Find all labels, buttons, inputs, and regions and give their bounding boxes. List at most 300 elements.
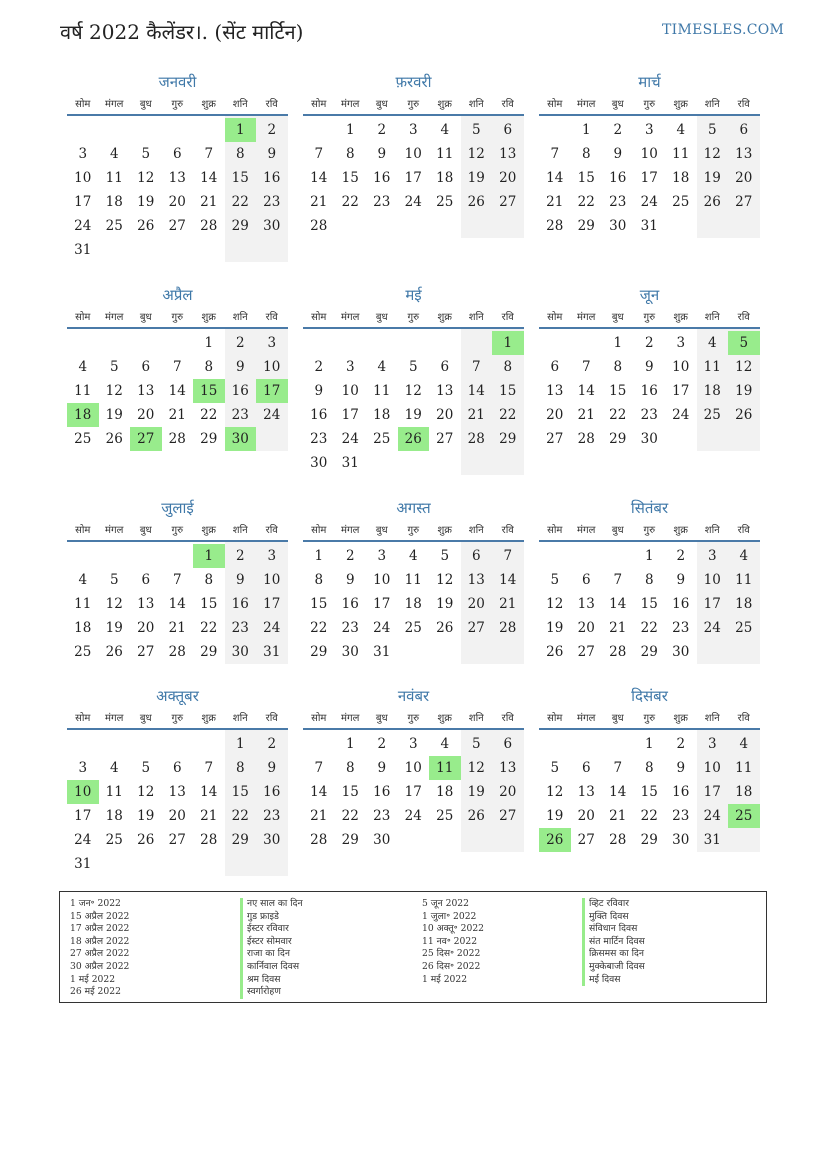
calendar-day[interactable]: 8 bbox=[644, 572, 654, 588]
calendar-day[interactable]: 8 bbox=[345, 760, 355, 776]
calendar-day[interactable]: 3 bbox=[644, 122, 654, 138]
calendar-day[interactable]: 22 bbox=[231, 808, 249, 824]
calendar-day[interactable]: 13 bbox=[499, 760, 517, 776]
calendar-day[interactable]: 23 bbox=[310, 431, 328, 447]
calendar-day[interactable]: 11 bbox=[735, 760, 753, 776]
calendar-day[interactable]: 31 bbox=[703, 832, 721, 848]
calendar-day[interactable]: 3 bbox=[676, 335, 686, 351]
calendar-day[interactable]: 28 bbox=[200, 832, 218, 848]
calendar-day[interactable]: 23 bbox=[672, 620, 690, 636]
calendar-day[interactable]: 19 bbox=[703, 170, 721, 186]
calendar-day[interactable]: 30 bbox=[263, 832, 281, 848]
calendar-day[interactable]: 24 bbox=[672, 407, 690, 423]
calendar-day[interactable]: 1 bbox=[345, 122, 355, 138]
calendar-day[interactable]: 20 bbox=[168, 808, 186, 824]
calendar-day[interactable]: 17 bbox=[672, 383, 690, 399]
calendar-day[interactable]: 10 bbox=[263, 572, 281, 588]
calendar-day[interactable]: 15 bbox=[231, 784, 249, 800]
calendar-day[interactable]: 21 bbox=[200, 194, 218, 210]
calendar-day[interactable]: 14 bbox=[577, 383, 595, 399]
calendar-day[interactable]: 22 bbox=[341, 808, 359, 824]
calendar-day[interactable]: 21 bbox=[467, 407, 485, 423]
calendar-day[interactable]: 27 bbox=[577, 644, 595, 660]
holiday-day[interactable]: 1 bbox=[193, 544, 225, 568]
calendar-day[interactable]: 12 bbox=[546, 784, 564, 800]
holiday-day[interactable]: 26 bbox=[398, 427, 430, 451]
calendar-day[interactable]: 27 bbox=[735, 194, 753, 210]
calendar-day[interactable]: 23 bbox=[231, 620, 249, 636]
calendar-day[interactable]: 16 bbox=[672, 596, 690, 612]
calendar-day[interactable]: 9 bbox=[676, 760, 686, 776]
calendar-day[interactable]: 18 bbox=[735, 784, 753, 800]
calendar-day[interactable]: 14 bbox=[168, 383, 186, 399]
calendar-day[interactable]: 25 bbox=[74, 431, 92, 447]
calendar-day[interactable]: 16 bbox=[609, 170, 627, 186]
calendar-day[interactable]: 12 bbox=[105, 596, 123, 612]
calendar-day[interactable]: 2 bbox=[267, 122, 277, 138]
calendar-day[interactable]: 15 bbox=[640, 596, 658, 612]
calendar-day[interactable]: 7 bbox=[471, 359, 481, 375]
holiday-day[interactable]: 1 bbox=[225, 118, 257, 142]
calendar-day[interactable]: 30 bbox=[373, 832, 391, 848]
calendar-day[interactable]: 15 bbox=[341, 784, 359, 800]
calendar-day[interactable]: 16 bbox=[672, 784, 690, 800]
calendar-day[interactable]: 8 bbox=[235, 146, 245, 162]
calendar-day[interactable]: 14 bbox=[499, 572, 517, 588]
calendar-day[interactable]: 12 bbox=[436, 572, 454, 588]
calendar-day[interactable]: 20 bbox=[546, 407, 564, 423]
calendar-day[interactable]: 25 bbox=[373, 431, 391, 447]
calendar-day[interactable]: 25 bbox=[105, 832, 123, 848]
calendar-day[interactable]: 3 bbox=[707, 736, 717, 752]
calendar-day[interactable]: 1 bbox=[204, 335, 214, 351]
calendar-day[interactable]: 27 bbox=[499, 194, 517, 210]
calendar-day[interactable]: 16 bbox=[263, 784, 281, 800]
calendar-day[interactable]: 10 bbox=[404, 146, 422, 162]
calendar-day[interactable]: 8 bbox=[314, 572, 324, 588]
calendar-day[interactable]: 28 bbox=[467, 431, 485, 447]
calendar-day[interactable]: 2 bbox=[345, 548, 355, 564]
calendar-day[interactable]: 30 bbox=[609, 218, 627, 234]
calendar-day[interactable]: 17 bbox=[263, 596, 281, 612]
calendar-day[interactable]: 14 bbox=[609, 784, 627, 800]
calendar-day[interactable]: 6 bbox=[739, 122, 749, 138]
calendar-day[interactable]: 13 bbox=[436, 383, 454, 399]
calendar-day[interactable]: 2 bbox=[377, 736, 387, 752]
calendar-day[interactable]: 10 bbox=[703, 760, 721, 776]
calendar-day[interactable]: 30 bbox=[310, 455, 328, 471]
calendar-day[interactable]: 8 bbox=[345, 146, 355, 162]
calendar-day[interactable]: 4 bbox=[440, 122, 450, 138]
calendar-day[interactable]: 5 bbox=[550, 572, 560, 588]
calendar-day[interactable]: 10 bbox=[373, 572, 391, 588]
calendar-day[interactable]: 21 bbox=[168, 407, 186, 423]
calendar-day[interactable]: 24 bbox=[341, 431, 359, 447]
calendar-day[interactable]: 10 bbox=[341, 383, 359, 399]
calendar-day[interactable]: 16 bbox=[231, 383, 249, 399]
calendar-day[interactable]: 22 bbox=[341, 194, 359, 210]
calendar-day[interactable]: 28 bbox=[168, 431, 186, 447]
calendar-day[interactable]: 27 bbox=[546, 431, 564, 447]
calendar-day[interactable]: 11 bbox=[672, 146, 690, 162]
calendar-day[interactable]: 17 bbox=[703, 596, 721, 612]
calendar-day[interactable]: 18 bbox=[404, 596, 422, 612]
calendar-day[interactable]: 8 bbox=[644, 760, 654, 776]
calendar-day[interactable]: 7 bbox=[172, 572, 182, 588]
calendar-day[interactable]: 1 bbox=[613, 335, 623, 351]
calendar-day[interactable]: 2 bbox=[377, 122, 387, 138]
calendar-day[interactable]: 6 bbox=[581, 760, 591, 776]
calendar-day[interactable]: 9 bbox=[644, 359, 654, 375]
calendar-day[interactable]: 29 bbox=[341, 832, 359, 848]
holiday-day[interactable]: 15 bbox=[193, 379, 225, 403]
calendar-day[interactable]: 6 bbox=[550, 359, 560, 375]
calendar-day[interactable]: 15 bbox=[200, 596, 218, 612]
calendar-day[interactable]: 26 bbox=[137, 832, 155, 848]
calendar-day[interactable]: 27 bbox=[168, 832, 186, 848]
calendar-day[interactable]: 11 bbox=[74, 596, 92, 612]
calendar-day[interactable]: 20 bbox=[467, 596, 485, 612]
calendar-day[interactable]: 3 bbox=[267, 335, 277, 351]
calendar-day[interactable]: 13 bbox=[168, 784, 186, 800]
calendar-day[interactable]: 6 bbox=[141, 572, 151, 588]
calendar-day[interactable]: 14 bbox=[467, 383, 485, 399]
calendar-day[interactable]: 29 bbox=[310, 644, 328, 660]
calendar-day[interactable]: 16 bbox=[263, 170, 281, 186]
calendar-day[interactable]: 25 bbox=[105, 218, 123, 234]
calendar-day[interactable]: 7 bbox=[204, 760, 214, 776]
calendar-day[interactable]: 2 bbox=[267, 736, 277, 752]
holiday-day[interactable]: 10 bbox=[67, 780, 99, 804]
calendar-day[interactable]: 11 bbox=[703, 359, 721, 375]
calendar-day[interactable]: 23 bbox=[609, 194, 627, 210]
calendar-day[interactable]: 13 bbox=[467, 572, 485, 588]
calendar-day[interactable]: 10 bbox=[74, 170, 92, 186]
calendar-day[interactable]: 25 bbox=[672, 194, 690, 210]
calendar-day[interactable]: 12 bbox=[137, 170, 155, 186]
calendar-day[interactable]: 3 bbox=[78, 760, 88, 776]
calendar-day[interactable]: 2 bbox=[235, 548, 245, 564]
calendar-day[interactable]: 11 bbox=[105, 170, 123, 186]
calendar-day[interactable]: 28 bbox=[310, 218, 328, 234]
calendar-day[interactable]: 5 bbox=[550, 760, 560, 776]
calendar-day[interactable]: 23 bbox=[263, 808, 281, 824]
calendar-day[interactable]: 26 bbox=[137, 218, 155, 234]
calendar-day[interactable]: 17 bbox=[341, 407, 359, 423]
calendar-day[interactable]: 19 bbox=[137, 808, 155, 824]
holiday-day[interactable]: 17 bbox=[256, 379, 288, 403]
calendar-day[interactable]: 10 bbox=[263, 359, 281, 375]
calendar-day[interactable]: 18 bbox=[105, 194, 123, 210]
calendar-day[interactable]: 26 bbox=[467, 194, 485, 210]
calendar-day[interactable]: 26 bbox=[105, 644, 123, 660]
calendar-day[interactable]: 11 bbox=[735, 572, 753, 588]
calendar-day[interactable]: 8 bbox=[613, 359, 623, 375]
calendar-day[interactable]: 12 bbox=[703, 146, 721, 162]
calendar-day[interactable]: 17 bbox=[404, 784, 422, 800]
calendar-day[interactable]: 6 bbox=[503, 736, 513, 752]
calendar-day[interactable]: 24 bbox=[404, 808, 422, 824]
calendar-day[interactable]: 24 bbox=[263, 407, 281, 423]
calendar-day[interactable]: 13 bbox=[735, 146, 753, 162]
calendar-day[interactable]: 5 bbox=[109, 359, 119, 375]
calendar-day[interactable]: 12 bbox=[404, 383, 422, 399]
calendar-day[interactable]: 7 bbox=[172, 359, 182, 375]
calendar-day[interactable]: 28 bbox=[609, 832, 627, 848]
calendar-day[interactable]: 12 bbox=[735, 359, 753, 375]
calendar-day[interactable]: 22 bbox=[577, 194, 595, 210]
brand-link[interactable]: TIMESLES.COM bbox=[662, 22, 785, 38]
calendar-day[interactable]: 18 bbox=[703, 383, 721, 399]
calendar-day[interactable]: 4 bbox=[408, 548, 418, 564]
calendar-day[interactable]: 21 bbox=[546, 194, 564, 210]
calendar-day[interactable]: 12 bbox=[137, 784, 155, 800]
calendar-day[interactable]: 5 bbox=[440, 548, 450, 564]
calendar-day[interactable]: 27 bbox=[499, 808, 517, 824]
calendar-day[interactable]: 15 bbox=[231, 170, 249, 186]
holiday-day[interactable]: 27 bbox=[130, 427, 162, 451]
calendar-day[interactable]: 3 bbox=[345, 359, 355, 375]
calendar-day[interactable]: 14 bbox=[546, 170, 564, 186]
calendar-day[interactable]: 6 bbox=[471, 548, 481, 564]
calendar-day[interactable]: 19 bbox=[735, 383, 753, 399]
calendar-day[interactable]: 4 bbox=[109, 760, 119, 776]
calendar-day[interactable]: 18 bbox=[672, 170, 690, 186]
calendar-day[interactable]: 9 bbox=[235, 359, 245, 375]
calendar-day[interactable]: 25 bbox=[74, 644, 92, 660]
calendar-day[interactable]: 24 bbox=[263, 620, 281, 636]
calendar-day[interactable]: 17 bbox=[404, 170, 422, 186]
calendar-day[interactable]: 29 bbox=[577, 218, 595, 234]
calendar-day[interactable]: 8 bbox=[581, 146, 591, 162]
calendar-day[interactable]: 3 bbox=[408, 122, 418, 138]
calendar-day[interactable]: 6 bbox=[172, 760, 182, 776]
calendar-day[interactable]: 23 bbox=[263, 194, 281, 210]
calendar-day[interactable]: 30 bbox=[640, 431, 658, 447]
calendar-day[interactable]: 20 bbox=[577, 808, 595, 824]
calendar-day[interactable]: 23 bbox=[231, 407, 249, 423]
calendar-day[interactable]: 4 bbox=[440, 736, 450, 752]
calendar-day[interactable]: 6 bbox=[172, 146, 182, 162]
calendar-day[interactable]: 21 bbox=[168, 620, 186, 636]
calendar-day[interactable]: 3 bbox=[408, 736, 418, 752]
holiday-day[interactable]: 1 bbox=[492, 331, 524, 355]
calendar-day[interactable]: 24 bbox=[703, 808, 721, 824]
calendar-day[interactable]: 4 bbox=[377, 359, 387, 375]
calendar-day[interactable]: 8 bbox=[503, 359, 513, 375]
calendar-day[interactable]: 24 bbox=[640, 194, 658, 210]
calendar-day[interactable]: 28 bbox=[168, 644, 186, 660]
calendar-day[interactable]: 7 bbox=[314, 760, 324, 776]
calendar-day[interactable]: 12 bbox=[546, 596, 564, 612]
calendar-day[interactable]: 29 bbox=[499, 431, 517, 447]
calendar-day[interactable]: 17 bbox=[703, 784, 721, 800]
calendar-day[interactable]: 16 bbox=[373, 784, 391, 800]
calendar-day[interactable]: 21 bbox=[609, 808, 627, 824]
calendar-day[interactable]: 14 bbox=[310, 170, 328, 186]
calendar-day[interactable]: 11 bbox=[436, 146, 454, 162]
calendar-day[interactable]: 1 bbox=[314, 548, 324, 564]
holiday-day[interactable]: 5 bbox=[728, 331, 760, 355]
calendar-day[interactable]: 14 bbox=[168, 596, 186, 612]
calendar-day[interactable]: 22 bbox=[609, 407, 627, 423]
calendar-day[interactable]: 19 bbox=[546, 620, 564, 636]
calendar-day[interactable]: 28 bbox=[200, 218, 218, 234]
calendar-day[interactable]: 13 bbox=[137, 596, 155, 612]
calendar-day[interactable]: 20 bbox=[137, 620, 155, 636]
calendar-day[interactable]: 13 bbox=[137, 383, 155, 399]
calendar-day[interactable]: 28 bbox=[609, 644, 627, 660]
calendar-day[interactable]: 16 bbox=[640, 383, 658, 399]
calendar-day[interactable]: 5 bbox=[471, 122, 481, 138]
calendar-day[interactable]: 17 bbox=[640, 170, 658, 186]
calendar-day[interactable]: 27 bbox=[467, 620, 485, 636]
calendar-day[interactable]: 23 bbox=[640, 407, 658, 423]
calendar-day[interactable]: 7 bbox=[503, 548, 513, 564]
calendar-day[interactable]: 21 bbox=[609, 620, 627, 636]
calendar-day[interactable]: 31 bbox=[640, 218, 658, 234]
calendar-day[interactable]: 9 bbox=[613, 146, 623, 162]
calendar-day[interactable]: 18 bbox=[735, 596, 753, 612]
calendar-day[interactable]: 18 bbox=[436, 170, 454, 186]
calendar-day[interactable]: 9 bbox=[267, 146, 277, 162]
calendar-day[interactable]: 20 bbox=[735, 170, 753, 186]
calendar-day[interactable]: 7 bbox=[613, 572, 623, 588]
calendar-day[interactable]: 6 bbox=[581, 572, 591, 588]
calendar-day[interactable]: 11 bbox=[74, 383, 92, 399]
calendar-day[interactable]: 25 bbox=[436, 808, 454, 824]
calendar-day[interactable]: 29 bbox=[200, 431, 218, 447]
calendar-day[interactable]: 23 bbox=[672, 808, 690, 824]
calendar-day[interactable]: 9 bbox=[314, 383, 324, 399]
calendar-day[interactable]: 4 bbox=[109, 146, 119, 162]
calendar-day[interactable]: 3 bbox=[707, 548, 717, 564]
calendar-day[interactable]: 11 bbox=[105, 784, 123, 800]
calendar-day[interactable]: 30 bbox=[263, 218, 281, 234]
calendar-day[interactable]: 31 bbox=[341, 455, 359, 471]
calendar-day[interactable]: 16 bbox=[310, 407, 328, 423]
holiday-day[interactable]: 18 bbox=[67, 403, 99, 427]
calendar-day[interactable]: 18 bbox=[436, 784, 454, 800]
calendar-day[interactable]: 29 bbox=[200, 644, 218, 660]
calendar-day[interactable]: 2 bbox=[676, 548, 686, 564]
calendar-day[interactable]: 28 bbox=[546, 218, 564, 234]
calendar-day[interactable]: 22 bbox=[640, 620, 658, 636]
calendar-day[interactable]: 22 bbox=[499, 407, 517, 423]
calendar-day[interactable]: 5 bbox=[141, 146, 151, 162]
calendar-day[interactable]: 29 bbox=[609, 431, 627, 447]
calendar-day[interactable]: 17 bbox=[373, 596, 391, 612]
calendar-day[interactable]: 12 bbox=[467, 146, 485, 162]
calendar-day[interactable]: 26 bbox=[436, 620, 454, 636]
calendar-day[interactable]: 23 bbox=[373, 808, 391, 824]
calendar-day[interactable]: 24 bbox=[373, 620, 391, 636]
calendar-day[interactable]: 1 bbox=[345, 736, 355, 752]
calendar-day[interactable]: 2 bbox=[314, 359, 324, 375]
calendar-day[interactable]: 24 bbox=[74, 832, 92, 848]
calendar-day[interactable]: 27 bbox=[168, 218, 186, 234]
calendar-day[interactable]: 4 bbox=[739, 736, 749, 752]
calendar-day[interactable]: 13 bbox=[577, 596, 595, 612]
calendar-day[interactable]: 20 bbox=[436, 407, 454, 423]
calendar-day[interactable]: 16 bbox=[373, 170, 391, 186]
calendar-day[interactable]: 21 bbox=[310, 808, 328, 824]
calendar-day[interactable]: 22 bbox=[231, 194, 249, 210]
calendar-day[interactable]: 1 bbox=[644, 736, 654, 752]
calendar-day[interactable]: 10 bbox=[672, 359, 690, 375]
calendar-day[interactable]: 22 bbox=[640, 808, 658, 824]
calendar-day[interactable]: 24 bbox=[404, 194, 422, 210]
calendar-day[interactable]: 31 bbox=[263, 644, 281, 660]
calendar-day[interactable]: 7 bbox=[314, 146, 324, 162]
calendar-day[interactable]: 30 bbox=[672, 832, 690, 848]
calendar-day[interactable]: 24 bbox=[703, 620, 721, 636]
calendar-day[interactable]: 1 bbox=[581, 122, 591, 138]
calendar-day[interactable]: 25 bbox=[735, 620, 753, 636]
calendar-day[interactable]: 9 bbox=[345, 572, 355, 588]
calendar-day[interactable]: 9 bbox=[377, 146, 387, 162]
calendar-day[interactable]: 22 bbox=[200, 620, 218, 636]
calendar-day[interactable]: 25 bbox=[404, 620, 422, 636]
calendar-day[interactable]: 1 bbox=[235, 736, 245, 752]
calendar-day[interactable]: 15 bbox=[310, 596, 328, 612]
calendar-day[interactable]: 4 bbox=[78, 359, 88, 375]
calendar-day[interactable]: 13 bbox=[577, 784, 595, 800]
calendar-day[interactable]: 19 bbox=[105, 407, 123, 423]
calendar-day[interactable]: 4 bbox=[78, 572, 88, 588]
calendar-day[interactable]: 20 bbox=[577, 620, 595, 636]
calendar-day[interactable]: 2 bbox=[644, 335, 654, 351]
calendar-day[interactable]: 15 bbox=[609, 383, 627, 399]
calendar-day[interactable]: 29 bbox=[640, 644, 658, 660]
calendar-day[interactable]: 6 bbox=[440, 359, 450, 375]
calendar-day[interactable]: 14 bbox=[200, 170, 218, 186]
calendar-day[interactable]: 12 bbox=[467, 760, 485, 776]
calendar-day[interactable]: 4 bbox=[707, 335, 717, 351]
calendar-day[interactable]: 20 bbox=[168, 194, 186, 210]
calendar-day[interactable]: 14 bbox=[310, 784, 328, 800]
calendar-day[interactable]: 17 bbox=[74, 808, 92, 824]
calendar-day[interactable]: 3 bbox=[78, 146, 88, 162]
calendar-day[interactable]: 31 bbox=[373, 644, 391, 660]
calendar-day[interactable]: 21 bbox=[577, 407, 595, 423]
calendar-day[interactable]: 30 bbox=[672, 644, 690, 660]
holiday-day[interactable]: 25 bbox=[728, 804, 760, 828]
calendar-day[interactable]: 26 bbox=[703, 194, 721, 210]
calendar-day[interactable]: 25 bbox=[703, 407, 721, 423]
calendar-day[interactable]: 12 bbox=[105, 383, 123, 399]
calendar-day[interactable]: 8 bbox=[204, 359, 214, 375]
calendar-day[interactable]: 5 bbox=[109, 572, 119, 588]
calendar-day[interactable]: 29 bbox=[231, 832, 249, 848]
calendar-day[interactable]: 26 bbox=[467, 808, 485, 824]
calendar-day[interactable]: 25 bbox=[436, 194, 454, 210]
calendar-day[interactable]: 15 bbox=[341, 170, 359, 186]
calendar-day[interactable]: 13 bbox=[499, 146, 517, 162]
calendar-day[interactable]: 8 bbox=[235, 760, 245, 776]
calendar-day[interactable]: 19 bbox=[467, 784, 485, 800]
calendar-day[interactable]: 30 bbox=[231, 644, 249, 660]
calendar-day[interactable]: 1 bbox=[644, 548, 654, 564]
calendar-day[interactable]: 4 bbox=[676, 122, 686, 138]
calendar-day[interactable]: 7 bbox=[581, 359, 591, 375]
calendar-day[interactable]: 18 bbox=[373, 407, 391, 423]
calendar-day[interactable]: 19 bbox=[436, 596, 454, 612]
calendar-day[interactable]: 10 bbox=[703, 572, 721, 588]
calendar-day[interactable]: 10 bbox=[640, 146, 658, 162]
calendar-day[interactable]: 6 bbox=[141, 359, 151, 375]
calendar-day[interactable]: 8 bbox=[204, 572, 214, 588]
